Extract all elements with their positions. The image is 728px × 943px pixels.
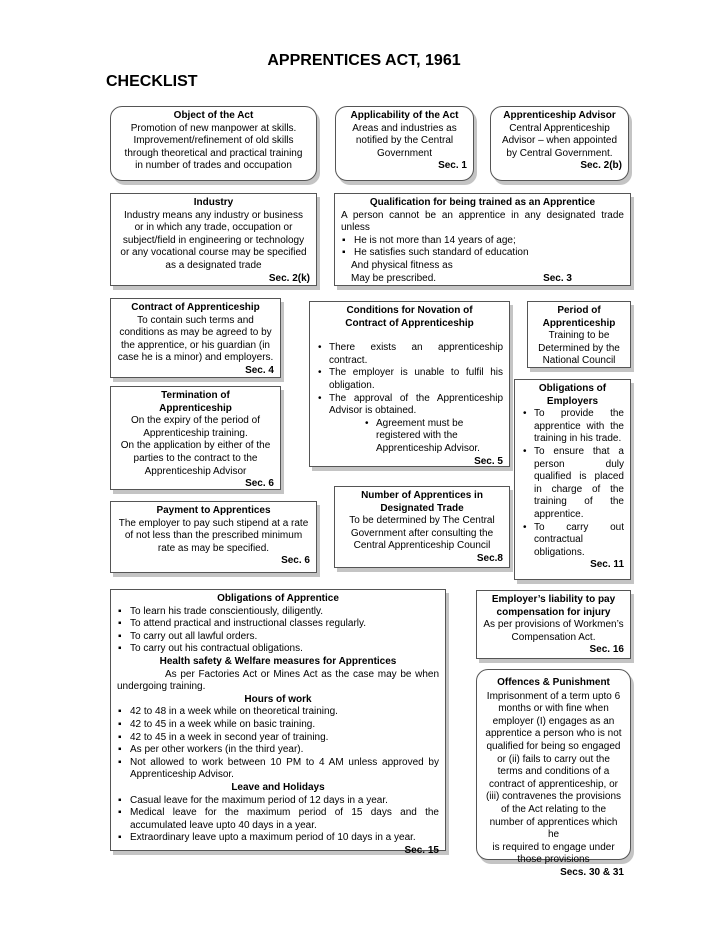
offences-line: qualified for being so engaged [486,740,621,752]
liability-box [476,590,631,659]
industry-line: or any vocational course may be specified [120,247,307,259]
contract-line: conditions as may be agreed to by [119,327,272,339]
qualification-intro: A person cannot be an apprentice in any designated trade unless [341,209,624,234]
contract-heading: Contract of Apprenticeship [131,302,260,313]
offences-line: terms and conditions of a [497,766,610,778]
payment-box [110,501,317,573]
offences-line: of the Act relating to the [500,803,607,815]
novation-heading: Contract of Apprenticeship [345,317,474,329]
termination-line: On the expiry of the period of [131,415,260,427]
qualification-section: Sec. 3 [543,272,572,284]
applicability-heading: Applicability of the Act [350,110,459,121]
offences-section: Secs. 30 & 31 [560,866,624,878]
applicability-section: Sec. 1 [438,160,467,172]
apprentice-item: ▪ To carry out his contractual obligations. [117,643,439,656]
novation-subitem: • Agreement must be [364,418,503,431]
number-heading: Number of Apprentices in [361,490,483,501]
hours-list [117,706,439,782]
leave-list [117,795,439,845]
apprentice-item: ▪ To learn his trade conscientiously, diligently. [117,606,439,619]
applicability-line: notified by the Central [355,135,454,147]
hours-item: ▪ 42 to 45 in a week in second year of training. [117,732,439,745]
contract-section: Sec. 4 [245,364,274,376]
payment-line: The employer to pay such stipend at a rate [118,517,309,529]
contract-line: the apprentice, or his guardian (in [121,339,270,351]
novation-heading: Conditions for Novation of [346,305,473,316]
number-line: To be determined by The Central [349,515,495,527]
industry-line: as a designated trade [165,259,262,271]
hours-item: ▪ 42 to 48 in a week while on theoretical training. [117,706,439,719]
novation-sublist [316,418,503,431]
offences-line: employer (I) engages as an [492,715,615,727]
payment-section: Sec. 6 [281,555,310,567]
liability-line: As per provisions of Workmen’s [483,619,624,631]
object-of-act-box [110,106,317,181]
employers-item: • To carry out contractual obligations. [521,522,624,560]
employers-list [521,408,624,559]
novation-box [309,301,510,467]
qualification-item: ▪ He is not more than 14 years of age; [341,235,624,248]
industry-box [110,193,317,286]
termination-line: Apprenticeship Advisor [144,465,247,477]
qualification-item: ▪ He satisfies such standard of education [341,247,624,260]
object-line: through theoretical and practical training [124,147,303,159]
hours-heading: Hours of work [244,693,312,705]
leave-item: ▪ Casual leave for the maximum period of 12 days in a year. [117,795,439,808]
apprentice-item: ▪ To attend practical and instructional classes regularly. [117,618,439,631]
offences-line: is required to engage under [492,841,615,853]
offences-line: apprentice a person who is not [485,728,622,740]
number-box [334,486,510,568]
advisor-line: Advisor – when appointed [501,135,618,147]
offences-heading: Offences & Punishment [497,677,610,688]
apprentice-list [117,606,439,656]
object-line: in number of trades and occupation [135,160,292,172]
payment-heading: Payment to Apprentices [156,505,271,516]
employers-section: Sec. 11 [590,559,624,571]
novation-section: Sec. 5 [474,455,503,467]
employers-item: • To provide the apprentice with the training in his trade. [521,408,624,446]
object-heading: Object of the Act [173,110,254,121]
apprentice-item: ▪ To carry out all lawful orders. [117,631,439,644]
novation-item: • The approval of the Apprenticeship Advisor is obtained. [316,393,503,418]
applicability-line: Government [376,147,433,159]
apprentice-heading: Obligations of Apprentice [217,593,339,604]
qualification-box [334,193,631,286]
liability-heading: Employer’s liability to pay [491,594,616,605]
period-heading: Period of [557,305,601,316]
novation-list [316,342,503,418]
number-heading: Designated Trade [380,502,464,514]
offences-line: contract of apprenticeship, or [489,778,618,790]
number-line: Central Apprenticeship Council [353,540,491,552]
liability-line: Compensation Act. [511,631,596,643]
offences-line: or (ii) fails to carry out the [497,753,610,765]
payment-line: of not less than the prescribed minimum [124,530,303,542]
apprentice-section: Sec. 15 [404,844,439,856]
qualification-cont: May be prescribed. [351,272,437,284]
period-box [527,301,631,368]
obligations-apprentice-box [110,589,446,856]
obligations-employers-box [514,379,631,580]
employers-heading: Obligations of [538,383,607,394]
termination-line: On the application by either of the [120,440,271,452]
industry-line: subject/field in engineering or technology [122,234,305,246]
health-heading: Health safety & Welfare measures for Apprentices [159,655,397,667]
offences-line: (iii) contravenes the provisions [485,791,622,803]
advisor-heading: Apprenticeship Advisor [503,110,616,121]
offences-line: number of apprentices which he [489,816,618,841]
offences-line: those provisions [517,854,590,866]
checklist-heading: CHECKLIST [106,73,198,90]
number-line: Government after consulting the [350,527,494,539]
termination-section: Sec. 6 [245,478,274,490]
hours-item: ▪ As per other workers (in the third year). [117,744,439,757]
novation-subline: Apprenticeship Advisor. [376,442,480,454]
qualification-cont: And physical fitness as [351,259,453,271]
liability-heading: compensation for injury [496,606,611,618]
object-line: Improvement/refinement of old skills [133,135,294,147]
industry-heading: Industry [193,197,234,208]
hours-item: ▪ 42 to 45 in a week while on basic training. [117,719,439,732]
offences-box [476,669,631,878]
industry-section: Sec. 2(k) [268,272,310,284]
leave-item: ▪ Extraordinary leave upto a maximum period of 10 days in a year. [117,832,439,845]
termination-line: Apprenticeship training. [143,427,248,439]
period-line: Training to be [548,330,610,342]
page-title: APPRENTICES ACT, 1961 [267,52,461,69]
hours-item: ▪ Not allowed to work between 10 PM to 4 AM unless approved by Apprenticeship Advisor. [117,757,439,782]
contract-box [110,298,281,378]
industry-line: Industry means any industry or business [124,209,303,221]
employers-heading: Employers [546,395,599,407]
qualification-footer [341,273,624,286]
applicability-box [335,106,474,181]
number-section: Sec.8 [476,552,503,564]
contract-line: To contain such terms and [137,314,254,326]
contract-line: case he is a minor) and employers. [117,352,274,364]
advisor-line: by Central Government. [506,147,613,159]
qualification-heading: Qualification for being trained as an Apprentice [369,197,596,208]
leave-item: ▪ Medical leave for the maximum period of 15 days and the accumulated leave upto 40 days in a year. [117,807,439,832]
offences-line: Imprisonment of a term upto 6 [486,690,621,702]
qualification-list [341,235,624,260]
period-line: National Council [542,355,616,367]
termination-box [110,386,281,490]
period-line: Determined by the [538,342,620,354]
health-text: As per Factories Act or Mines Act as the case may be when undergoing training. [117,668,439,693]
novation-item: • There exists an apprenticeship contract. [316,342,503,367]
termination-line: parties to the contract to the [133,452,258,464]
advisor-box [490,106,629,181]
advisor-line: Central Apprenticeship [509,122,610,134]
termination-heading: Apprenticeship [159,402,232,414]
novation-item: • The employer is unable to fulfil his obligation. [316,367,503,392]
industry-line: or in which any trade, occupation or [134,222,293,234]
offences-line: months or with fine when [498,703,609,715]
leave-heading: Leave and Holidays [231,781,325,793]
novation-subline: registered with the [376,430,458,442]
applicability-line: Areas and industries as [352,122,457,134]
payment-line: rate as may be specified. [157,542,270,554]
termination-heading: Termination of [161,390,230,401]
liability-section: Sec. 16 [589,644,624,656]
object-line: Promotion of new manpower at skills. [130,122,297,134]
advisor-section: Sec. 2(b) [580,160,622,172]
employers-item: • To ensure that a person duly qualified is placed in charge of the training of the apprentice. [521,446,624,522]
period-heading: Apprenticeship [542,317,616,329]
